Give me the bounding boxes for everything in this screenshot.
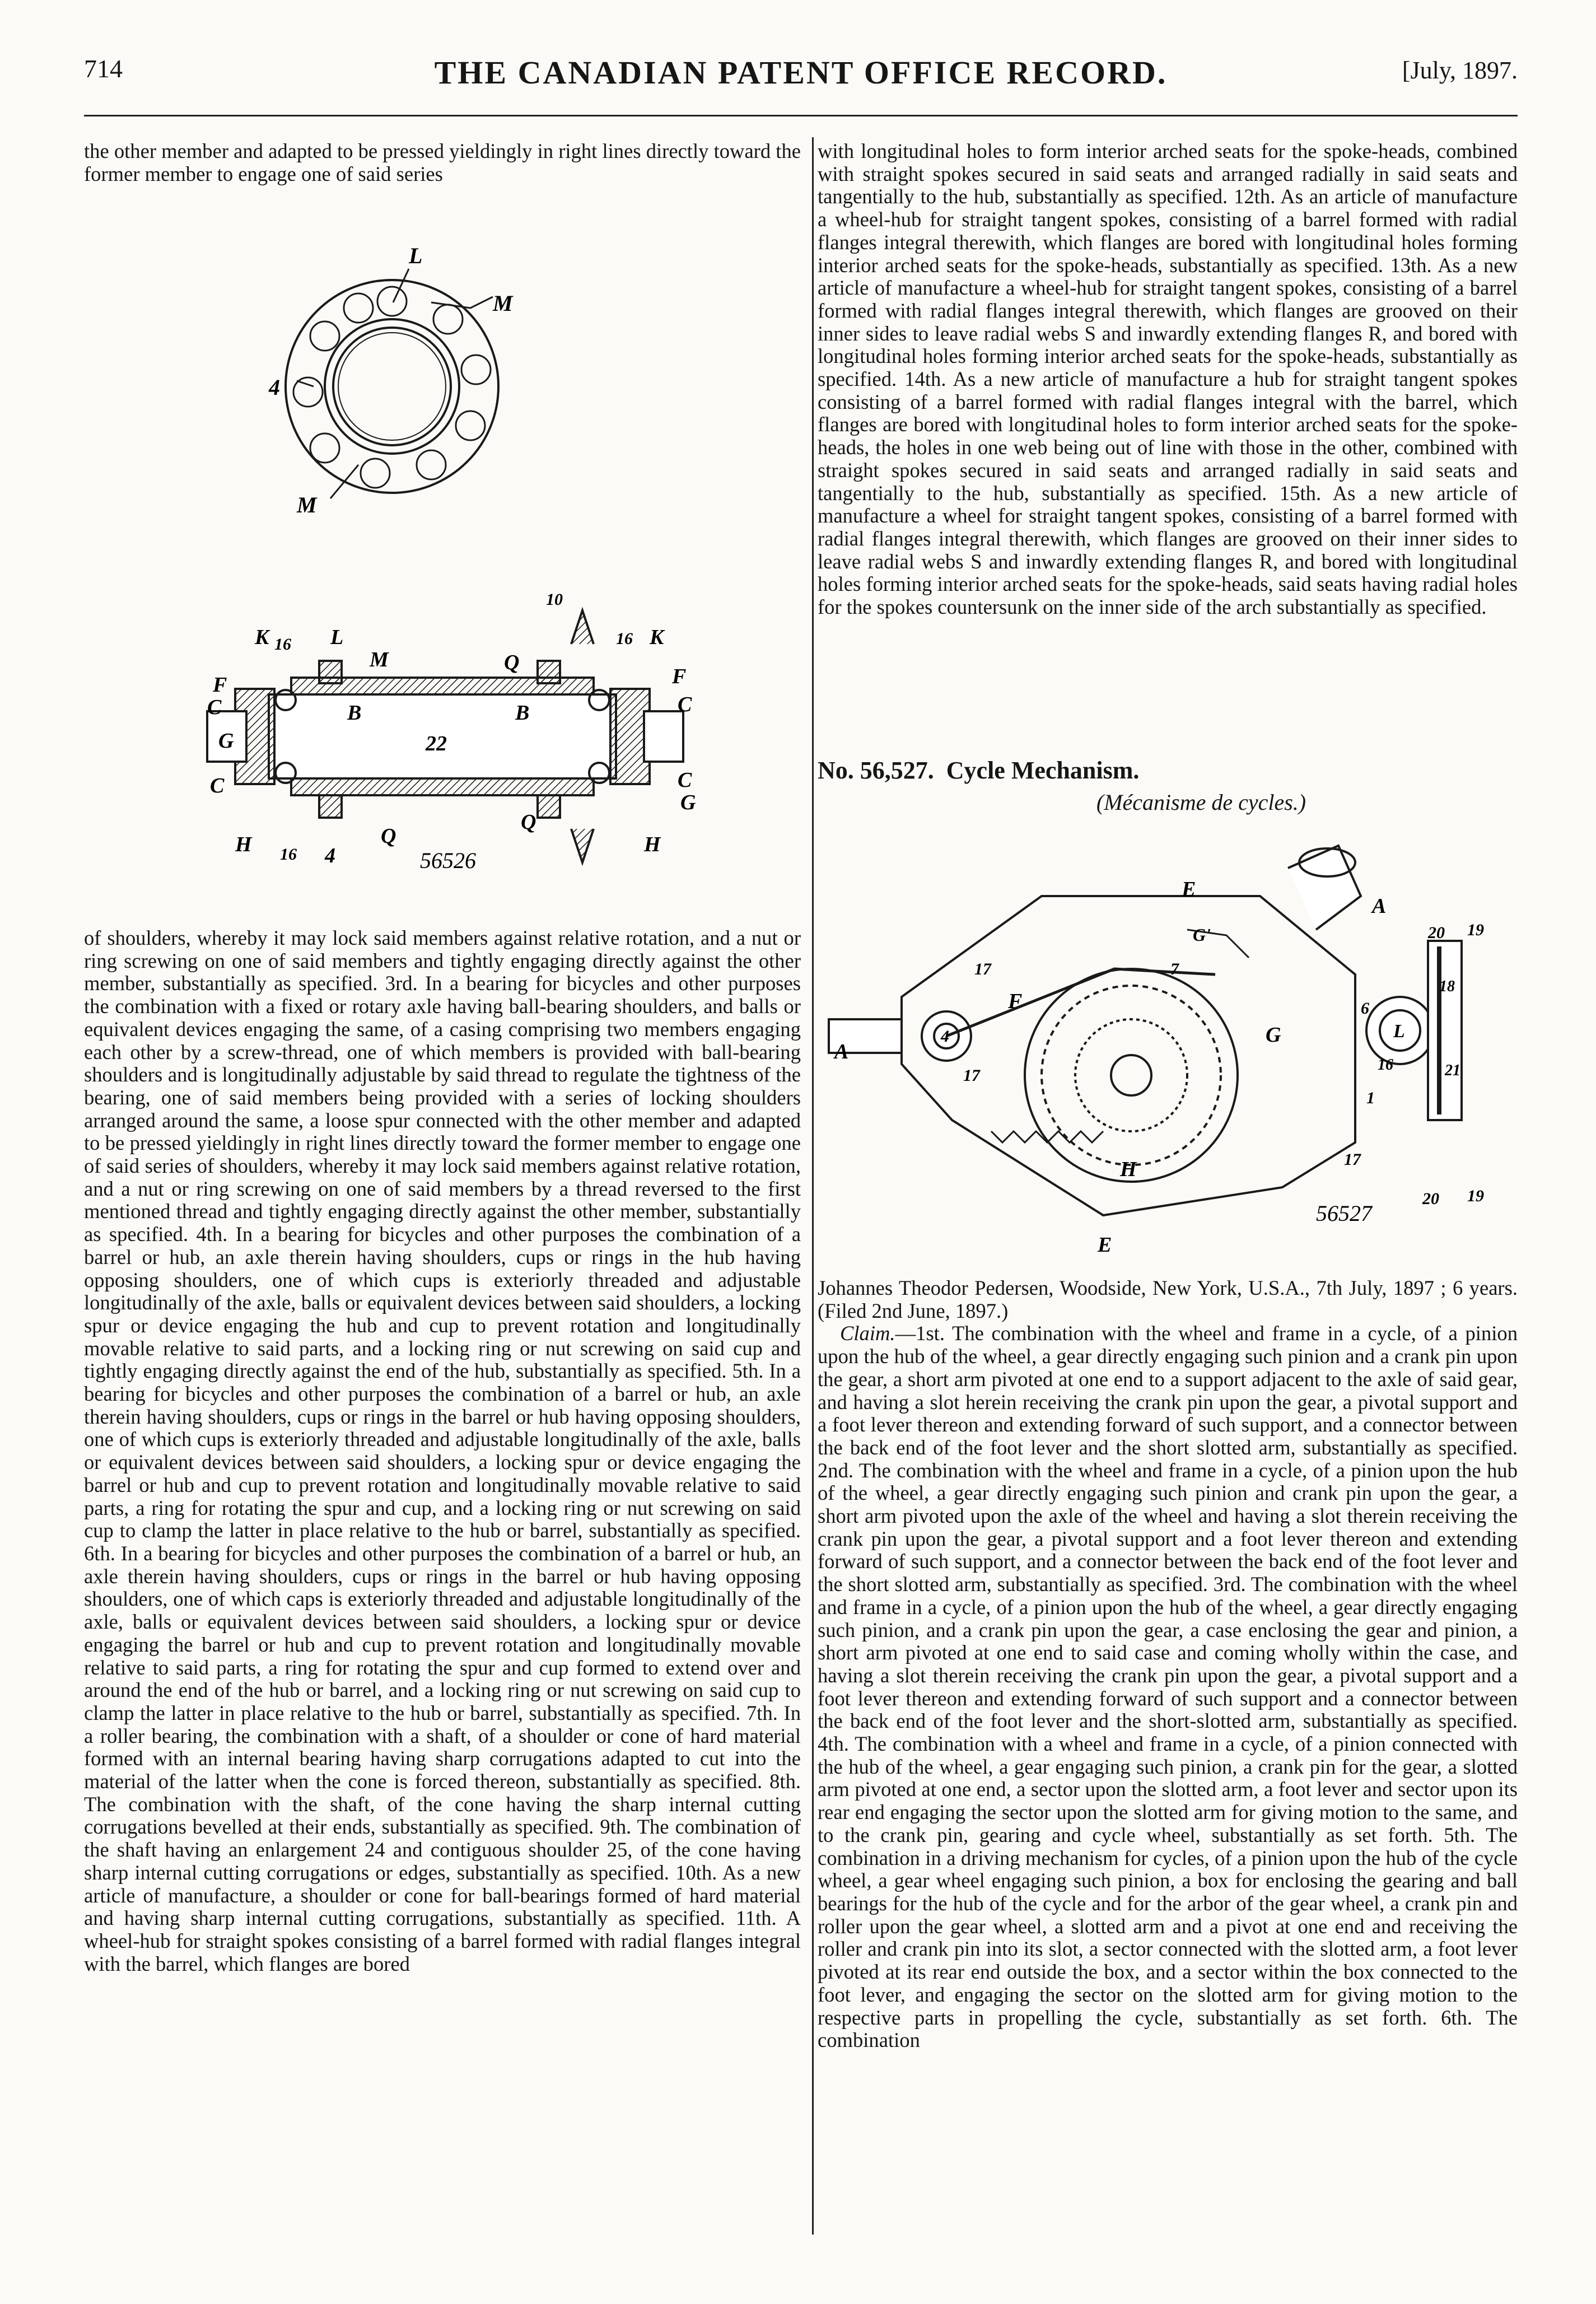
fig3-label-16: 16 (1378, 1056, 1393, 1074)
patent-title: Cycle Mechanism. (946, 757, 1140, 784)
fig2-label-G-right: G (680, 791, 696, 814)
figure-cycle-mechanism (823, 829, 1518, 1266)
fig1-label-4: 4 (269, 375, 280, 400)
left-column-claims (84, 927, 801, 1975)
fig2-label-K-left: K (255, 626, 269, 649)
fig3-label-L: L (1393, 1021, 1405, 1042)
fig3-label-A-top: A (1372, 894, 1387, 918)
ring-bearing-drawing (246, 235, 538, 526)
fig3-label-19-bottom: 19 (1467, 1187, 1484, 1205)
right-column-top-paragraph: with longitudinal holes to form interior arched seats for the spoke-heads, combined with straight spokes secured in said seats and arranged radially in said seats and tangentially to the hub, substantially as specified. 12th. As an article of manufacture a wheel-hub for straight tangent spokes, consisting of a barrel formed with radial flanges integral therewith, which flanges are bored with longitudinal holes forming interior arched seats for the spoke-heads, substantially as specified. 13th. As a new article of manufacture a wheel-hub for straight tangent spokes, consisting of a barrel formed with radial flanges integral therewith, which flanges are grooved on their inner sides to leave radial webs S and inwardly extending flanges R, and bored with longitudinal holes forming interior arched seats for the spoke-heads, substantially as specified. 14th. As a new article of manufacture a hub for straight tangent spokes consisting of a barrel formed with radial flanges integral with the barrel, which flanges are bored with longitudinal holes to form interior arched seats for the spoke-heads, the holes in one web being out of line with those in the other, combined with straight spokes secured in said seats and arranged radially in said seats and tangentially to the hub, substantially as specified. 15th. As a new article of manufacture a wheel for straight tangent spokes, consisting of a barrel formed with radial flanges integral therewith, which flanges are grooved on their inner sides to leave radial webs S and inwardly extending flanges R, and bored with longitudinal holes forming interior arched seats for the spoke-heads, said seats having radial holes for the spokes countersunk on the inner side of the arch substantially as specified. (818, 139, 1518, 619)
patent-number: No. 56,527. (818, 757, 934, 784)
fig3-number: 56527 (1316, 1201, 1372, 1226)
issue-date: [July, 1897. (1402, 57, 1518, 84)
fig3-label-21: 21 (1445, 1062, 1460, 1079)
figure-ring-bearing (246, 235, 538, 526)
fig2-label-C-upper-right: C (678, 693, 692, 716)
fig2-label-C-lower-right: C (678, 768, 692, 792)
fig2-label-16-bottom: 16 (280, 845, 297, 864)
fig2-label-10: 10 (546, 594, 563, 609)
fig2-label-22: 22 (426, 732, 447, 755)
publication-title: THE CANADIAN PATENT OFFICE RECORD. (434, 54, 1168, 91)
fig3-label-E-top: E (1182, 878, 1196, 901)
fig2-label-H-left: H (235, 833, 252, 856)
fig3-label-20-top: 20 (1428, 924, 1445, 942)
fig2-label-B-right: B (515, 701, 530, 725)
fig2-label-Q-bottom-left: Q (381, 824, 396, 848)
left-column-paragraph: of shoulders, whereby it may lock said members against relative rotation, and a nut or ring screwing on one of said members and tightly engaging directly against the other member, substantially as specified. 3rd. In a bearing for bicycles and other purposes the combination with a fixed or rotary axle having ball-bearing shoulders, and balls or equivalent devices engaging the same, of a casing comprising two members engaging each other by a screw-thread, one of which members is provided with ball-bearing shoulders and is longitudinally adjustable by said thread to regulate the tightness of the bearing, one of said members being provided with a series of locking shoulders arranged around the same, a loose spur connected with the other member and adapted to be pressed yieldingly in right lines directly toward the former member to engage one of said series of shoulders, whereby it may lock said members against relative rotation, and a nut or ring screwing on one of said members by a thread reversed to the first mentioned thread and tightly engaging directly against the other member, substantially as specified. 4th. In a bearing for bicycles and other purposes the combination of a barrel or hub, an axle therein having shoulders, cups or rings in the hub having opposing shoulders, one of which cups is exteriorly threaded and adjustable longitudinally of the axle, balls or equivalent devices between said shoulders, a locking spur or device engaging the hub and cup to prevent rotation and longitudinally movable relative to said parts, and a locking ring or nut screwing on said cup and tightly engaging directly against the end of the hub, substantially as specified. 5th. In a bearing for bicycles and other purposes the combination of a barrel or hub, an axle therein having shoulders, cups or rings in the barrel or hub having opposing shoulders, one of which cups is exteriorly threaded and adjustable longitudinally of the axle, balls or equivalent devices between said shoulders, a locking spur or device engaging the barrel or hub and cup to prevent rotation and longitudinally movable relative to said parts, a ring for rotating the spur and cup, and a locking ring or nut screwing on said cup to clamp the latter in place relative to the hub or barrel, substantially as specified. 6th. In a bearing for bicycles and other purposes the combination of a barrel or hub, an axle therein having shoulders, cups or rings in the barrel or hub having opposing shoulders, one of which caps is exteriorly threaded and adjustable longitudinally of the axle, balls or equivalent devices between said shoulders, a locking spur or device engaging the barrel or hub and cup to prevent rotation and longitudinally movable relative to said parts, a ring for rotating the spur and cup formed to extend over and around the end of the hub or barrel, and a locking ring or nut screwing on said cup to clamp the latter in place relative to the hub or barrel, substantially as specified. 7th. In a roller bearing, the combination with a shaft, of a shoulder or cone of hard material formed with an internal bearing having sharp corrugations adapted to cut into the material of the latter when the cone is forced thereon, substantially as specified. 8th. The combination with the shaft, of the cone having the sharp internal cutting corrugations bevelled at their ends, substantially as specified. 9th. The combination of the shaft having an enlargement 24 and contiguous shoulder 25, of the cone having sharp internal cutting corrugations or edges, substantially as specified. 10th. As a new article of manufacture, a shoulder or cone for ball-bearings formed of hard material and having sharp internal cutting corrugations, substantially as specified. 11th. A wheel-hub for straight spokes consisting of a barrel formed with radial flanges integral with the barrel, which flanges are bored (84, 926, 801, 1975)
page-header (84, 54, 1518, 99)
fig2-label-B-left: B (347, 701, 362, 725)
cycle-mechanism-drawing (823, 829, 1518, 1266)
claim-label: Claim. (840, 1322, 895, 1345)
fig3-label-17-upper: 17 (974, 960, 991, 978)
fig2-label-Q-bottom-right: Q (521, 810, 536, 834)
fig3-label-20-bottom: 20 (1422, 1190, 1439, 1208)
figure-hub-section (202, 594, 706, 885)
fig3-label-1: 1 (1366, 1089, 1375, 1107)
patent-heading (818, 756, 1518, 815)
fig3-label-E-bottom: E (1098, 1233, 1112, 1257)
fig3-label-19-top: 19 (1467, 921, 1484, 939)
fig2-label-K-right: K (650, 626, 664, 649)
fig3-label-6: 6 (1361, 999, 1369, 1018)
fig3-label-7: 7 (1170, 960, 1179, 978)
patent-french-title: (Mécanisme de cycles.) (1096, 790, 1306, 815)
fig2-label-C-upper-left: C (207, 696, 222, 719)
hub-section-drawing (202, 594, 706, 885)
fig2-label-C-lower-left: C (210, 774, 225, 797)
fig3-label-18: 18 (1439, 978, 1455, 995)
fig2-label-Q-top: Q (504, 651, 520, 674)
fig2-label-H-right: H (644, 833, 661, 856)
fig1-label-M-top: M (493, 291, 513, 316)
fig2-label-M: M (370, 648, 389, 671)
inventor-line: Johannes Theodor Pedersen, Woodside, New York, U.S.A., 7th July, 1897 ; 6 years. (Filed 2nd June, 1897.) (818, 1276, 1518, 1322)
fig3-label-A-left: A (834, 1040, 849, 1064)
fig3-label-G-prime: G' (1193, 925, 1211, 945)
left-column-top-paragraph: the other member and adapted to be pressed yieldingly in right lines directly toward the former member to engage one of said series (84, 139, 801, 185)
fig2-label-F-left: F (213, 673, 227, 697)
right-column-claims (818, 1277, 1518, 2052)
column-divider (812, 137, 814, 2235)
fig1-label-M-bottom: M (297, 492, 317, 517)
fig3-label-17-right: 17 (1344, 1150, 1361, 1169)
fig3-label-F: F (1008, 990, 1023, 1013)
right-column-top-text (818, 140, 1518, 619)
fig2-label-G-left: G (218, 729, 234, 753)
claims-text: —1st. The combination with the wheel and frame in a cycle, of a pinion upon the hub of the wheel, a gear directly engaging such pinion and a crank pin upon the gear, a short arm pivoted at one end to a support adjacent to the axle of said gear, and having a slot herein receiving the crank pin upon the gear, a pivotal support and a foot lever thereon and extending forward of such support, and a connector between the back end of the foot lever and the short slotted arm, substantially as specified. 2nd. The combination with the wheel and frame in a cycle, of a pinion upon the hub of the wheel, a gear directly engaging such pinion and crank pin upon the gear, a short arm pivoted upon the axle of the wheel and having a slot therein receiving the crank pin upon the gear, a pivotal support and a foot lever thereon and extending forward of such support, and a connector between the back end of the foot lever and the short slotted arm, substantially as specified. 3rd. The combination with the wheel and frame in a cycle, of a pinion upon the hub of the wheel, a gear directly engaging such pinion, and a crank pin upon the gear, a case enclosing the gear and pinion, a short arm pivoted at one end to said case and coming wholly within the case, and having a slot therein receiving the crank pin upon the gear, a pivotal support and a foot lever thereon and extending forward of such support and a connector between the back end of the foot lever and the short-slotted arm, substantially as specified. 4th. The combination with a wheel and frame in a cycle, of a pinion connected with the hub of the wheel, a gear engaging such pinion, a crank pin for the gear, a slotted arm pivoted at one end, a sector upon the slotted arm, a foot lever and sector upon its rear end engaging the sector upon the slotted arm for giving motion to the same, and to the crank pin, gearing and cycle wheel, substantially as set forth. 5th. The combination in a driving mechanism for cycles, of a pinion upon the hub of the cycle wheel, a gear wheel engaging such pinion, a box for enclosing the gearing and ball bearings for the hub of the cycle and for the arbor of the gear wheel, a crank pin and roller upon the gear wheel, a slotted arm and a pivot at one end and receiving the roller and crank pin into its slot, a sector connected with the slotted arm, a foot lever pivoted at its rear end outside the box, and a sector within the box connected to the foot lever, and engaging the sector on the slotted arm for giving motion to the respective parts in propelling the cycle, substantially as set forth. 6th. The combination (818, 1322, 1518, 2052)
fig2-label-L: L (330, 626, 344, 649)
fig2-label-16-top-left: 16 (274, 635, 291, 654)
fig2-label-16-top-right: 16 (616, 629, 633, 648)
header-rule (84, 115, 1518, 116)
fig3-label-4: 4 (941, 1027, 949, 1046)
fig2-number: 56526 (420, 848, 476, 873)
page-number: 714 (84, 54, 123, 83)
fig3-label-17-lower: 17 (963, 1066, 980, 1085)
fig3-label-G: G (1266, 1023, 1281, 1047)
fig2-label-F-right: F (672, 665, 687, 688)
fig2-label-4: 4 (325, 844, 335, 868)
left-column-top-text (84, 140, 801, 185)
fig3-label-H: H (1120, 1158, 1137, 1181)
fig1-label-L: L (409, 243, 423, 268)
